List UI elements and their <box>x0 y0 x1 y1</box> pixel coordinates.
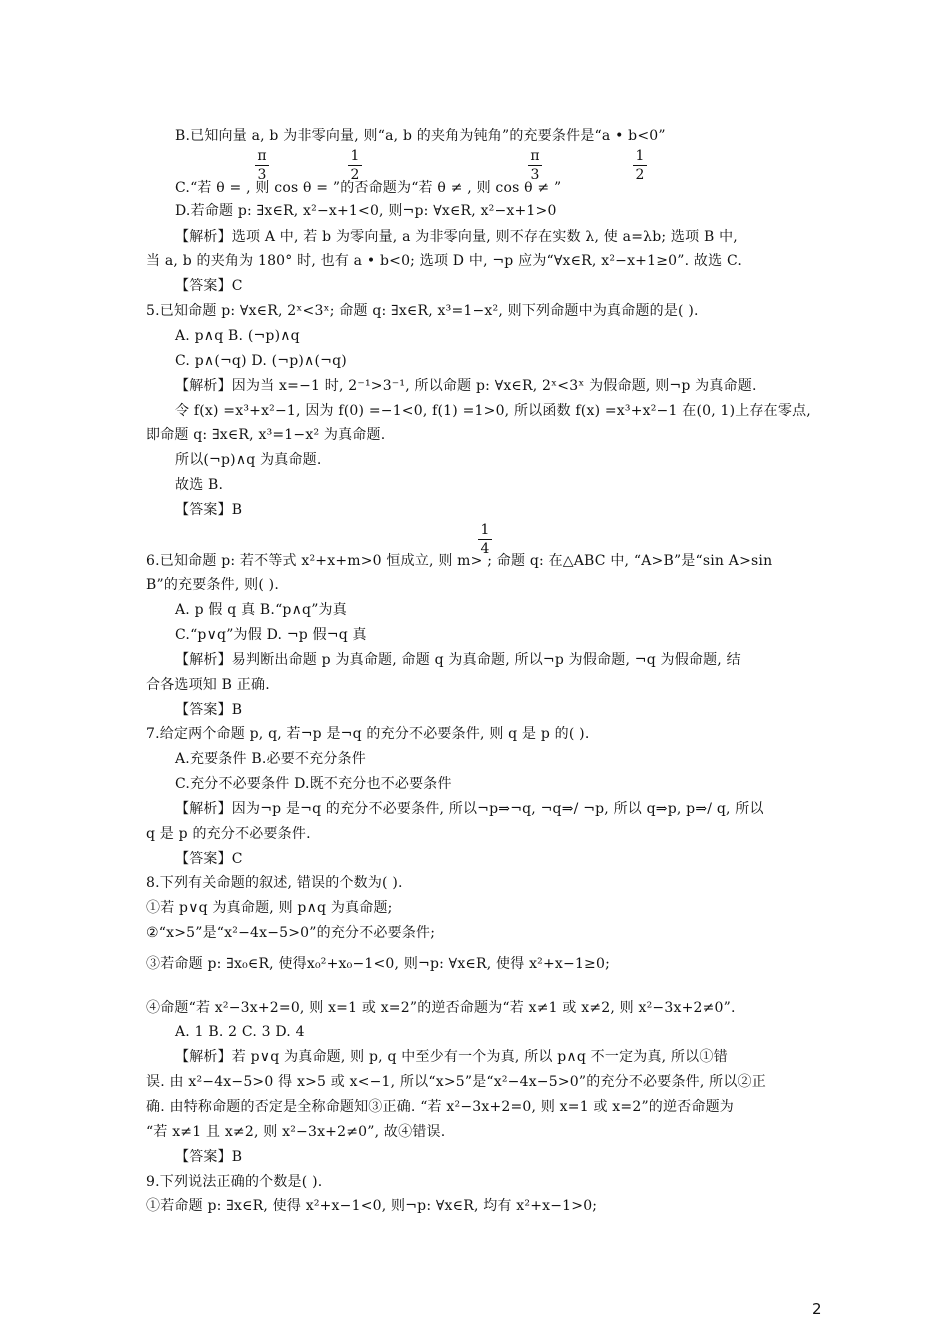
text-line: 【解析】若 p∨q 为真命题, 则 p, q 中至少有一个为真, 所以 p∧q 不一定为真, 所以①错 <box>175 1049 728 1065</box>
text-line: ①若命题 p: ∃x∈R, 使得 x²+x−1<0, 则¬p: ∀x∈R, 均有 x²+x−1>0; <box>146 1198 598 1214</box>
text-line: A. p 假 q 真 B.“p∧q”为真 <box>175 602 347 618</box>
text-line: 【答案】B <box>175 502 243 518</box>
text-line: 7.给定两个命题 p, q, 若¬p 是¬q 的充分不必要条件, 则 q 是 p 的( ). <box>146 726 590 742</box>
text-line: 【解析】因为当 x=−1 时, 2⁻¹>3⁻¹, 所以命题 p: ∀x∈R, 2ˣ<3ˣ 为假命题, 则¬p 为真命题. <box>175 378 757 394</box>
text-line: q 是 p 的充分不必要条件. <box>146 826 311 842</box>
text-line: 误. 由 x²−4x−5>0 得 x>5 或 x<−1, 所以“x>5”是“x²−4x−5>0”的充分不必要条件, 所以②正 <box>146 1074 766 1090</box>
text-line: 所以(¬p)∧q 为真命题. <box>175 452 322 468</box>
text-line: C.充分不必要条件 D.既不充分也不必要条件 <box>175 776 452 792</box>
text-line: 【答案】C <box>175 278 243 294</box>
text-line: 令 f(x) =x³+x²−1, 因为 f(0) =−1<0, f(1) =1>0, 所以函数 f(x) =x³+x²−1 在(0, 1)上存在零点, <box>175 403 811 419</box>
text-line: C. p∧(¬q) D. (¬p)∧(¬q) <box>175 353 347 369</box>
text-line: C.“若 θ = , 则 cos θ = ”的否命题为“若 θ ≠ , 则 cos θ ≠ ” <box>175 180 562 196</box>
text-line: 【解析】易判断出命题 p 为真命题, 命题 q 为真命题, 所以¬p 为假命题, ¬q 为假命题, 结 <box>175 652 741 668</box>
text-line: 5.已知命题 p: ∀x∈R, 2ˣ<3ˣ; 命题 q: ∃x∈R, x³=1−x², 则下列命题中为真命题的是( ). <box>146 303 699 319</box>
text-line: A. p∧q B. (¬p)∧q <box>175 328 300 344</box>
text-line: 当 a, b 的夹角为 180° 时, 也有 a • b<0; 选项 D 中, ¬p 应为“∀x∈R, x²−x+1≥0”. 故选 C. <box>146 253 743 269</box>
text-line: ③若命题 p: ∃x₀∈R, 使得x₀²+x₀−1<0, 则¬p: ∀x∈R, 使得 x²+x−1≥0; <box>146 956 611 972</box>
fraction: 1 2 <box>633 148 647 183</box>
fraction: 1 2 <box>348 148 362 183</box>
text-line: 【解析】选项 A 中, 若 b 为零向量, a 为非零向量, 则不存在实数 λ, 使 a=λb; 选项 B 中, <box>175 229 738 245</box>
text-line: 【答案】B <box>175 1149 243 1165</box>
text-line: A. 1 B. 2 C. 3 D. 4 <box>175 1024 305 1040</box>
fraction: π 3 <box>255 148 269 183</box>
text-line: 8.下列有关命题的叙述, 错误的个数为( ). <box>146 875 403 891</box>
text-line: 【答案】C <box>175 851 243 867</box>
text-line: C.“p∨q”为假 D. ¬p 假¬q 真 <box>175 627 367 643</box>
text-line: 【答案】B <box>175 702 243 718</box>
text-line: 【解析】因为¬p 是¬q 的充分不必要条件, 所以¬p⇒¬q, ¬q⇒/ ¬p, 所以 q⇒p, p⇒/ q, 所以 <box>175 801 764 817</box>
text-line: 确. 由特称命题的否定是全称命题知③正确. “若 x²−3x+2=0, 则 x=1 或 x=2”的逆否命题为 <box>146 1099 734 1115</box>
fraction: 1 4 <box>478 522 492 557</box>
text-line: 9.下列说法正确的个数是( ). <box>146 1174 323 1190</box>
text-line: ④命题“若 x²−3x+2=0, 则 x=1 或 x=2”的逆否命题为“若 x≠1 或 x≠2, 则 x²−3x+2≠0”. <box>146 1000 736 1016</box>
text-line: “若 x≠1 且 x≠2, 则 x²−3x+2≠0”, 故④错误. <box>146 1124 446 1140</box>
text-line: 即命题 q: ∃x∈R, x³=1−x² 为真命题. <box>146 427 386 443</box>
text-line: B.已知向量 a, b 为非零向量, 则“a, b 的夹角为钝角”的充要条件是“a • b<0” <box>175 128 666 144</box>
text-line: ①若 p∨q 为真命题, 则 p∧q 为真命题; <box>146 900 393 916</box>
page-number: 2 <box>812 1300 822 1318</box>
text-line: B”的充要条件, 则( ). <box>146 577 279 593</box>
text-line: D.若命题 p: ∃x∈R, x²−x+1<0, 则¬p: ∀x∈R, x²−x+1>0 <box>175 203 557 219</box>
fraction: π 3 <box>528 148 542 183</box>
text-line: A.充要条件 B.必要不充分条件 <box>175 751 366 767</box>
text-line: ②“x>5”是“x²−4x−5>0”的充分不必要条件; <box>146 925 436 941</box>
text-line: 故选 B. <box>175 477 224 493</box>
text-line: 6.已知命题 p: 若不等式 x²+x+m>0 恒成立, 则 m> ; 命题 q: 在△ABC 中, “A>B”是“sin A>sin <box>146 553 773 569</box>
text-line: 合各选项知 B 正确. <box>146 677 270 693</box>
